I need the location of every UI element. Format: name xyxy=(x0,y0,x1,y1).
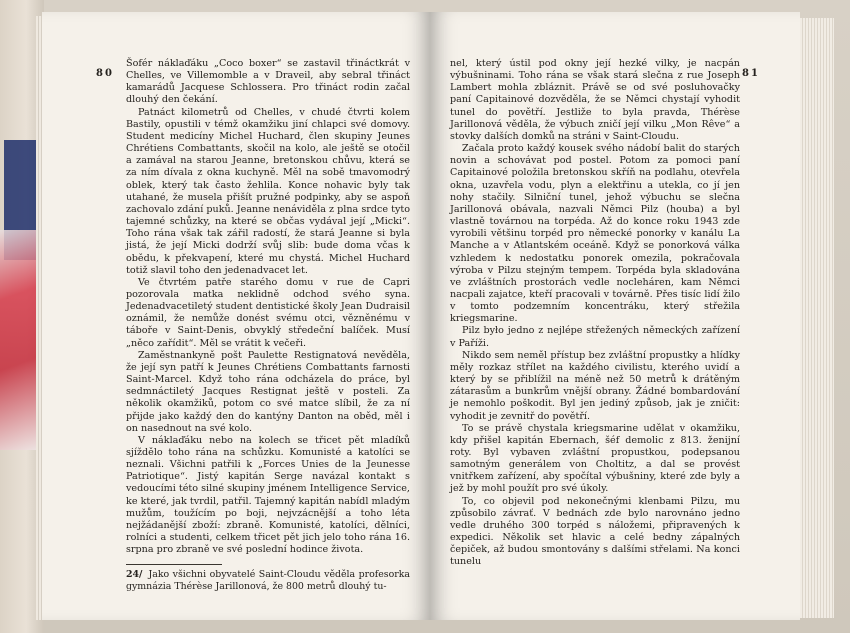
footnote-text: Jako všichni obyvatelé Saint-Cloudu věděla profesorka gymnázia Thérèse Jarillonová, že 800 metrů dlouhý tu- xyxy=(126,569,410,593)
paragraph: nel, který ústil pod okny její hezké vilky, je nacpán výbušninami. Toho rána se však stará slečna z rue Joseph Lambert mohla zbláznit. Právě se od své posluhovačky paní Capitainové dozvěděla, že se Němci chystají vyhodit tunel do povětří. Jestliže to byla pravda, Thérèse Jarillonová věděla, že výbuch zničí její vilku „Mon Rêve“ a stovky dalších domků na stráni v Saint-Cloudu. xyxy=(450,58,740,142)
left-page-number: 80 xyxy=(96,68,114,79)
cover-red-stripe xyxy=(0,230,40,450)
paragraph: Pilz było jedno z nejlépe střežených německých zařízení v Paříži. xyxy=(450,325,740,349)
paragraph: Zaměstnankyně pošt Paulette Restignatová nevěděla, že její syn patří k Jeunes Chrétiens Combattants farnosti Saint-Marcel. Když toho rána odcházela do práce, byl sedmnáctiletý Jacques Restignat ještě v posteli. Za několik okamžiků, potom co své matce slíbil, že za ní přijde jako každý den do kantýny Danton na oběd, měl i on nasednout na své kolo. xyxy=(126,349,410,434)
paragraph: Začala proto každý kousek svého nádobí balit do starých novin a schovávat pod postel. Potom za pomoci paní Capitainové položila bretonskou skříň na podlahu, otevřela okna, uzavřela vodu, plyn a elektřinu a utekla, co jí jen nohy stačily. Silniční tunel, jehož výbuchu se slečna Jarillonová obávala, nazvali Němci Pilz (houba) a byl vlastně továrnou na torpéda. Až do konce roku 1943 zde vyrobili většinu torpéd pro německé ponorky v kanálu La Manche a v Atlantském oceáně. Když se ponorková válka vzhledem k nedostatku ponorek omezila, pokračovala výroba v Pilzu stejným tempem. Torpéda byla skladována ve zvláštních prostorách vedle nocleháren, kam Němci nacpali zajatce, kteří pracovali v továrně. Přes tisíc lidí žilo v tomto podzemním koncentráku, který střežila kriegsmarine. xyxy=(450,143,740,325)
paragraph: V náklaďáku nebo na kolech se třicet pět mladíků sjíždělo toho rána na schůzku. Komunisté a katolíci se neznali. Všichni patřili k „Forces Unies de la Jeunesse Patriotique“. Jistý kapitán Serge navázal kontakt s vedoucími této silné skupiny jménem Intelligence Service, ke které, jak tvrdil, patřil. Tajemný kapitán nabídl mladým mužům, toužícím po boji, nejvzácnější a toho léta nejžádanější zboží: zbraně. Komunisté, katolíci, dělníci, rolníci a studenti, celkem třicet pět jich jelo toho rána 16. srpna pro zbraně ve své poslední hodince života. xyxy=(126,434,410,556)
right-page-number: 81 xyxy=(742,68,760,79)
right-page-edges xyxy=(800,18,834,618)
footnote-rule xyxy=(126,564,222,565)
left-page-body xyxy=(126,58,410,556)
left-page xyxy=(42,12,430,620)
right-page-body xyxy=(450,58,740,569)
paragraph: Nikdo sem neměl přístup bez zvláštní propustky a hlídky měly rozkaz střílet na každého civilistu, kterého uvidí a který by se přiblížil na méně než 50 metrů k drátěným zátarasům a bunkrům vnější obrany. Žádné bombardování je nemohlo poškodit. Byl jen jediný způsob, jak je zničit: vyhodit je zevnitř do povětří. xyxy=(450,349,740,422)
paragraph: Šofér náklaďáku „Coco boxer“ se zastavil třináctkrát v Chelles, ve Villemomble a v Draveil, aby sebral třináct kamarádů Jacquese Schlossera. Pro třináct rodin začal dlouhý den čekání. xyxy=(126,58,410,106)
right-page xyxy=(430,12,800,620)
paragraph: To, co objevil pod nekonečnými klenbami Pilzu, mu způsobilo závrať. V bednách zde bylo narovnáno jedno vedle druhého 300 torpéd s náložemi, připravených k expedici. Několik set hlavic a celé bedny zápalných čepiček, až budou smontovány s dalšími střelami. Na konci tunelu xyxy=(450,495,740,568)
paragraph: To se právě chystala kriegsmarine udělat v okamžiku, kdy přišel kapitán Ebernach, šéf demolic z 813. ženijní roty. Byl vybaven zvláštní propustkou, podepsanou samotným generálem von Choltitz, a dal se provést vnitřkem zařízení, aby spočítal výbušniny, které zde byly a jež by mohl použít pro své úkoly. xyxy=(450,422,740,495)
paragraph: Ve čtvrtém patře starého domu v rue de Capri pozorovala matka neklidně odchod svého syna. Jedenadvacetiletý student dentistické školy Jean Dudraisil oznámil, že nemůže donést svému otci, vězněnému v táboře v Saint-Denis, obvyklý středeční balíček. Musí „něco zařídit“. Měl se vrátit k večeři. xyxy=(126,276,410,349)
paragraph: Patnáct kilometrů od Chelles, v chudé čtvrti kolem Bastily, opustili v témž okamžiku jiní chlapci své domovy. Student medicíny Michel Huchard, člen skupiny Jeunes Chrétiens Combattants, skočil na kolo, ale ještě se otočil a zamával na starou Jeanne, bretonskou chůvu, která se za ním dívala z okna kuchyně. Měl na sobě tmavomodrý oblek, který tak často žehlila. Konce nohavic byly tak utahané, že musela přišít pružné podpinky, aby se aspoň zachovalo zdání puků. Jeanne nenáviděla z plna srdce tyto tajemné schůzky, na které se občas vydával její „Micki“. Toho rána však tak zářil radostí, že stará Jeanne si byla jistá, že její Micki dodrží svůj slib: bude doma včas k obědu, k překvapení, které mu chystá. Michel Huchard totiž slavil toho den jedenadvacet let. xyxy=(126,106,410,276)
footnote xyxy=(126,569,410,593)
footnote-number: 24/ xyxy=(126,569,143,581)
